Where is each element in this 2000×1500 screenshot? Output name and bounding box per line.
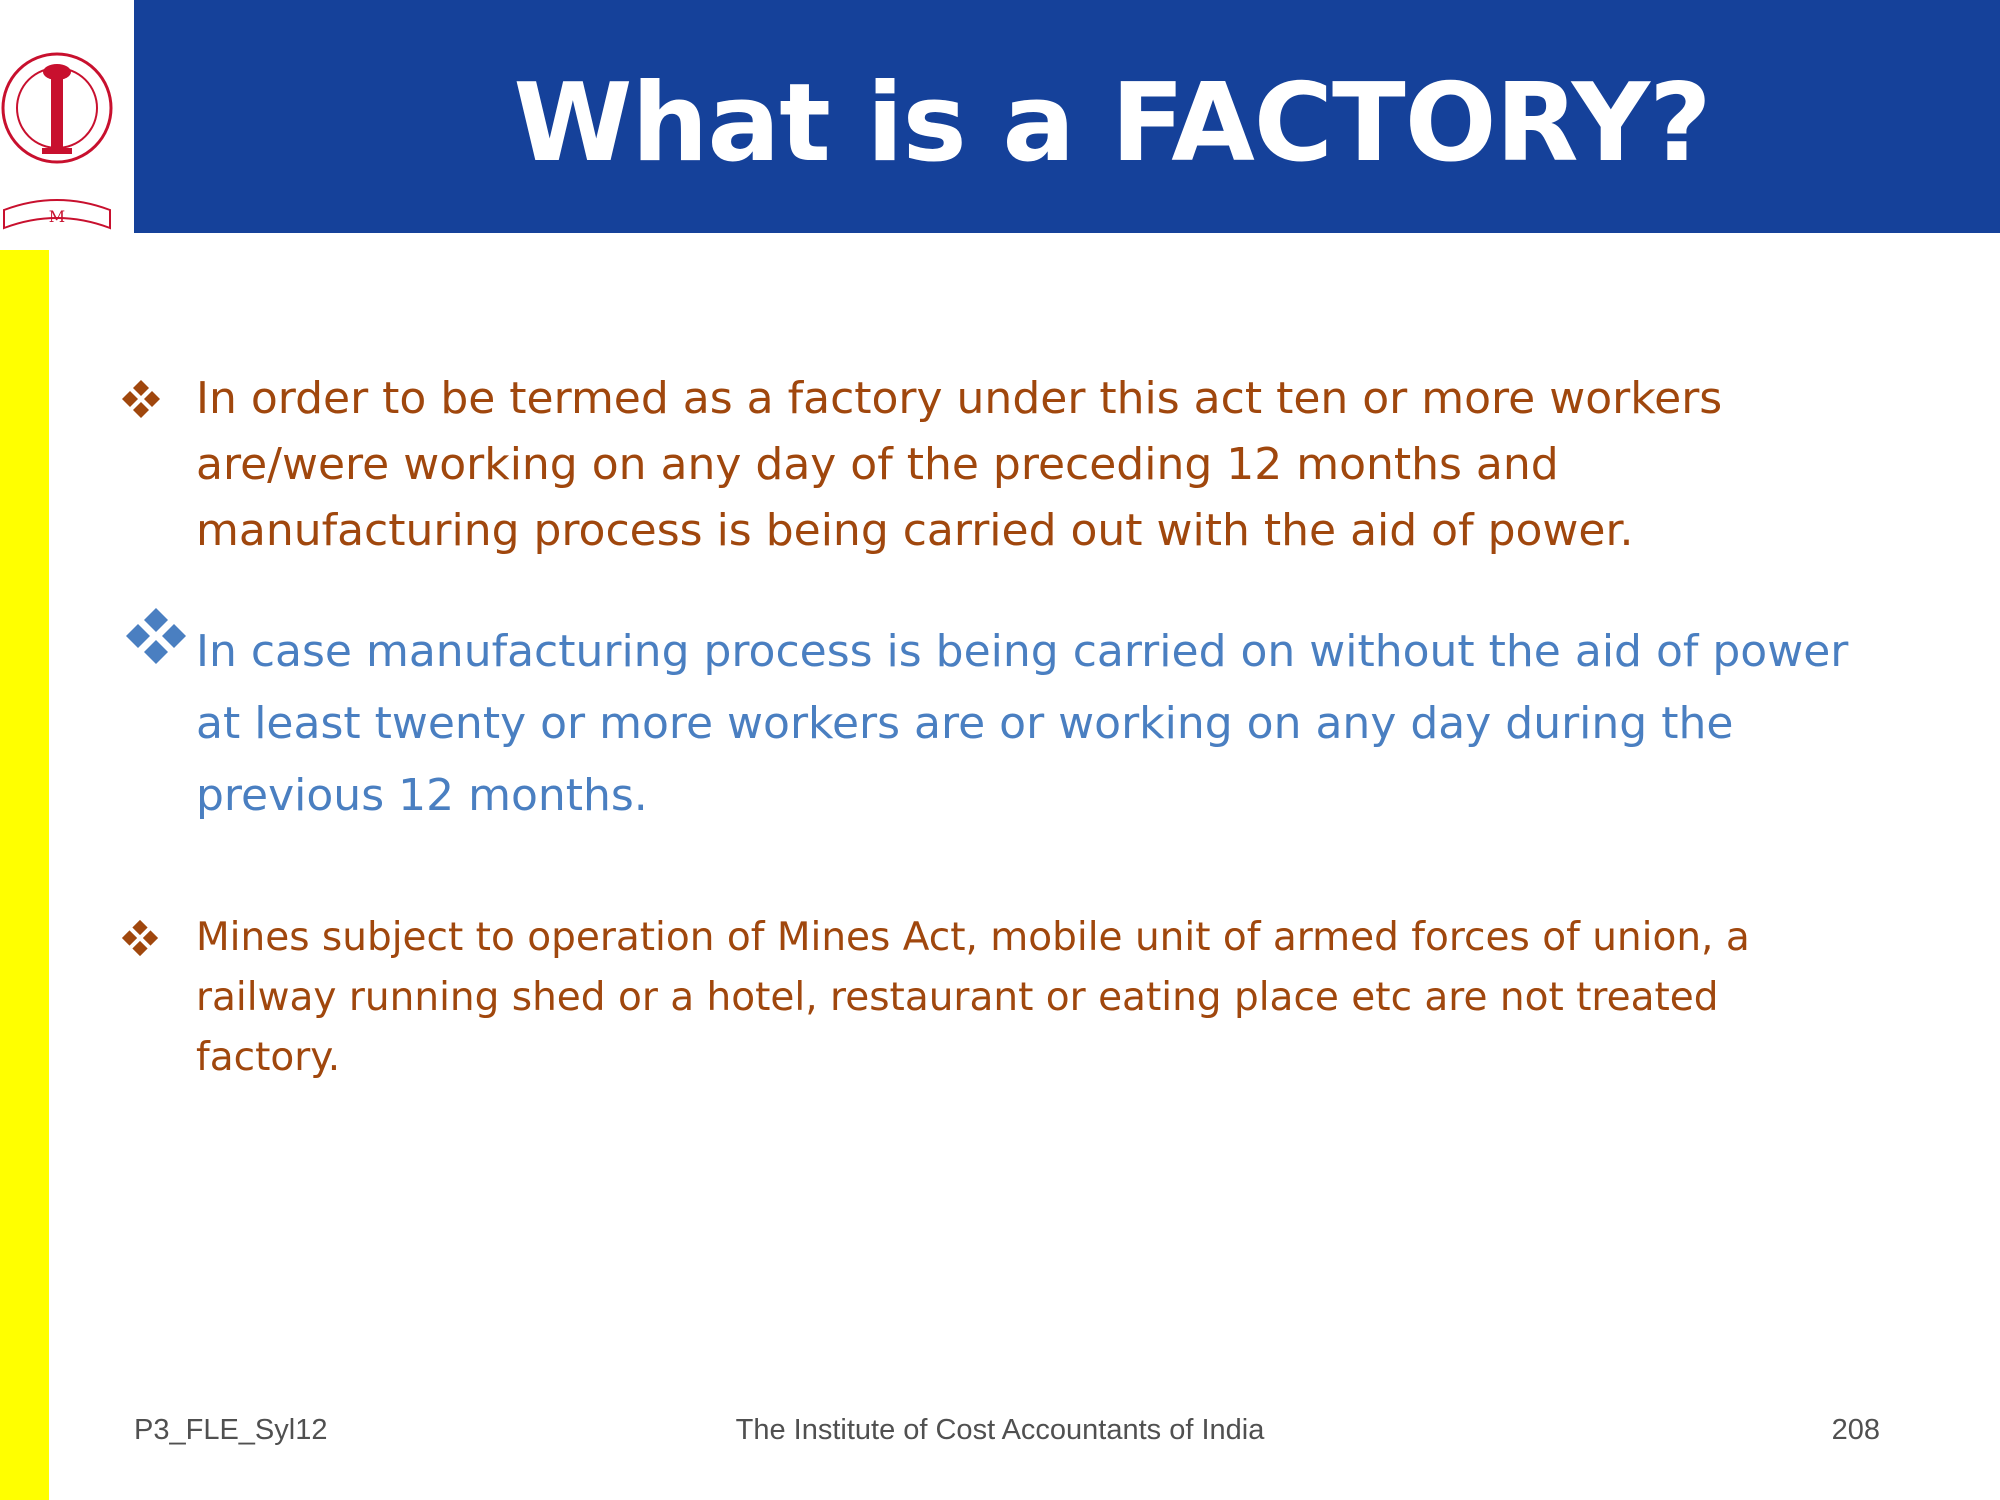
institute-logo (0, 0, 132, 232)
side-strip (0, 250, 49, 1500)
slide-title: What is a FACTORY? (513, 61, 1711, 186)
four-diamond-bullet-icon (120, 918, 160, 963)
footer-page-number: 208 (1831, 1414, 1880, 1446)
footer-institute-name: The Institute of Cost Accountants of India (735, 1414, 1265, 1446)
bullet-text: In order to be termed as a factory under this act ten or more workers are/were working on any day of the preceding 12 months and manufacturing process is being carried out with the aid of power. (196, 373, 1723, 556)
four-diamond-bullet-icon (120, 606, 192, 673)
footer-course-code: P3_FLE_Syl12 (134, 1414, 328, 1446)
four-diamond-bullet-icon (120, 378, 162, 425)
bullet-item (120, 606, 1860, 832)
bullet-text: Mines subject to operation of Mines Act, mobile unit of armed forces of union, a railway running shed or a hotel, restaurant or eating place etc are not treated factory. (196, 915, 1750, 1080)
bullet-item (120, 366, 1860, 564)
title-bar (134, 0, 2000, 233)
bullet-text: In case manufacturing process is being carried on without the aid of power at least twenty or more workers are or working on any day during the previous 12 months. (196, 626, 1849, 821)
svg-text:M: M (48, 207, 66, 226)
bullet-item (120, 908, 1860, 1088)
